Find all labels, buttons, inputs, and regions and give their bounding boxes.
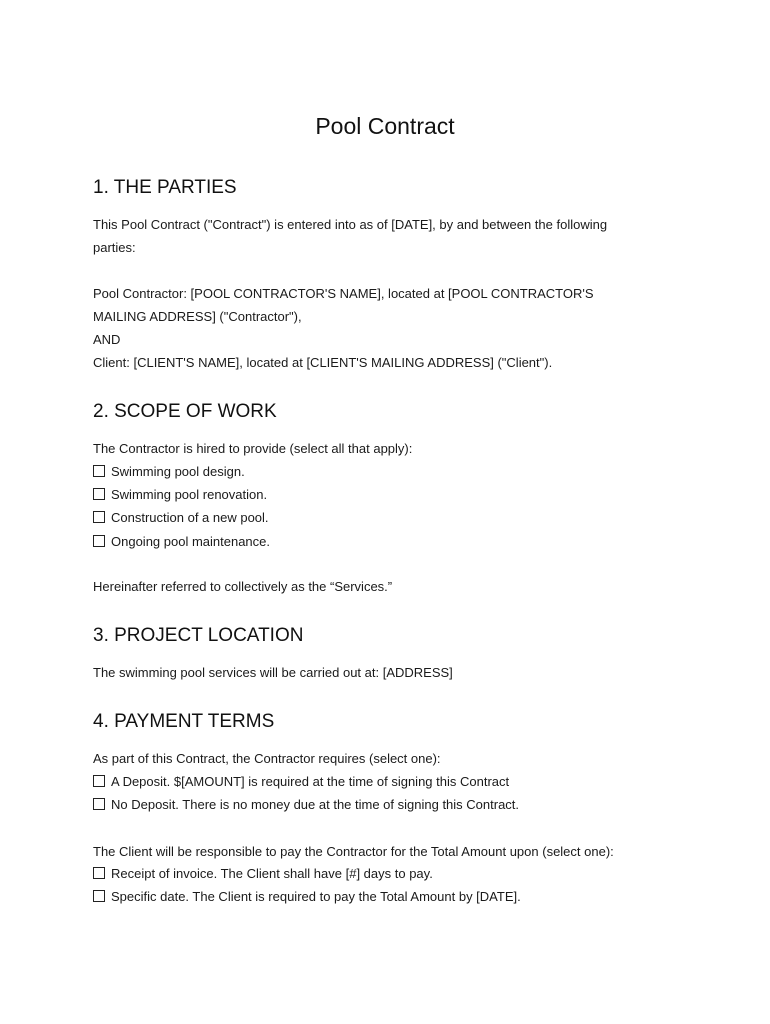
- client-payment-option: [93, 888, 521, 905]
- section-heading-parties: 1. THE PARTIES: [93, 177, 237, 198]
- document-title: Pool Contract: [315, 113, 455, 139]
- scope-option: [93, 463, 245, 480]
- contractor-line-2: MAILING ADDRESS] ("Contractor"),: [93, 309, 302, 324]
- deposit-checkbox[interactable]: [93, 775, 105, 787]
- scope-checkbox[interactable]: [93, 465, 105, 477]
- section-heading-payment: 4. PAYMENT TERMS: [93, 711, 275, 732]
- scope-option: [93, 486, 267, 503]
- scope-option-label: Swimming pool renovation.: [111, 487, 268, 502]
- scope-option-label: Swimming pool design.: [111, 464, 245, 479]
- deposit-option: [93, 796, 519, 813]
- client-payment-option-label: Receipt of invoice. The Client shall have [#] days to pay.: [111, 866, 433, 881]
- scope-checkbox[interactable]: [93, 535, 105, 547]
- section-heading-scope: 2. SCOPE OF WORK: [93, 401, 277, 422]
- scope-option-label: Construction of a new pool.: [111, 510, 269, 525]
- scope-intro: The Contractor is hired to provide (select all that apply):: [93, 441, 413, 456]
- section-heading-location: 3. PROJECT LOCATION: [93, 625, 304, 646]
- client-payment-checkbox[interactable]: [93, 890, 105, 902]
- deposit-option: [93, 773, 509, 790]
- client-payment-option: [93, 865, 433, 882]
- and-line: AND: [93, 332, 121, 347]
- payment-intro: As part of this Contract, the Contractor requires (select one):: [93, 751, 441, 766]
- client-line: Client: [CLIENT'S NAME], located at [CLIENT'S MAILING ADDRESS] ("Client").: [93, 355, 553, 370]
- scope-note: Hereinafter referred to collectively as the “Services.”: [93, 579, 393, 594]
- location-text: The swimming pool services will be carried out at: [ADDRESS]: [93, 665, 453, 680]
- deposit-option-label: A Deposit. $[AMOUNT] is required at the time of signing this Contract: [111, 774, 510, 789]
- scope-option: [93, 509, 269, 526]
- client-payment-checkbox[interactable]: [93, 867, 105, 879]
- parties-intro-line-1: This Pool Contract ("Contract") is entered into as of [DATE], by and between the following: [93, 217, 608, 232]
- scope-checkbox[interactable]: [93, 511, 105, 523]
- scope-option: [93, 533, 270, 550]
- deposit-checkbox[interactable]: [93, 798, 105, 810]
- scope-checkbox[interactable]: [93, 488, 105, 500]
- contractor-line-1: Pool Contractor: [POOL CONTRACTOR'S NAME], located at [POOL CONTRACTOR'S: [93, 286, 594, 301]
- client-payment-intro: The Client will be responsible to pay the Contractor for the Total Amount upon (select one):: [93, 844, 614, 859]
- deposit-option-label: No Deposit. There is no money due at the time of signing this Contract.: [111, 797, 520, 812]
- client-payment-option-label: Specific date. The Client is required to pay the Total Amount by [DATE].: [111, 889, 521, 904]
- parties-intro-line-2: parties:: [93, 240, 136, 255]
- scope-option-label: Ongoing pool maintenance.: [111, 534, 271, 549]
